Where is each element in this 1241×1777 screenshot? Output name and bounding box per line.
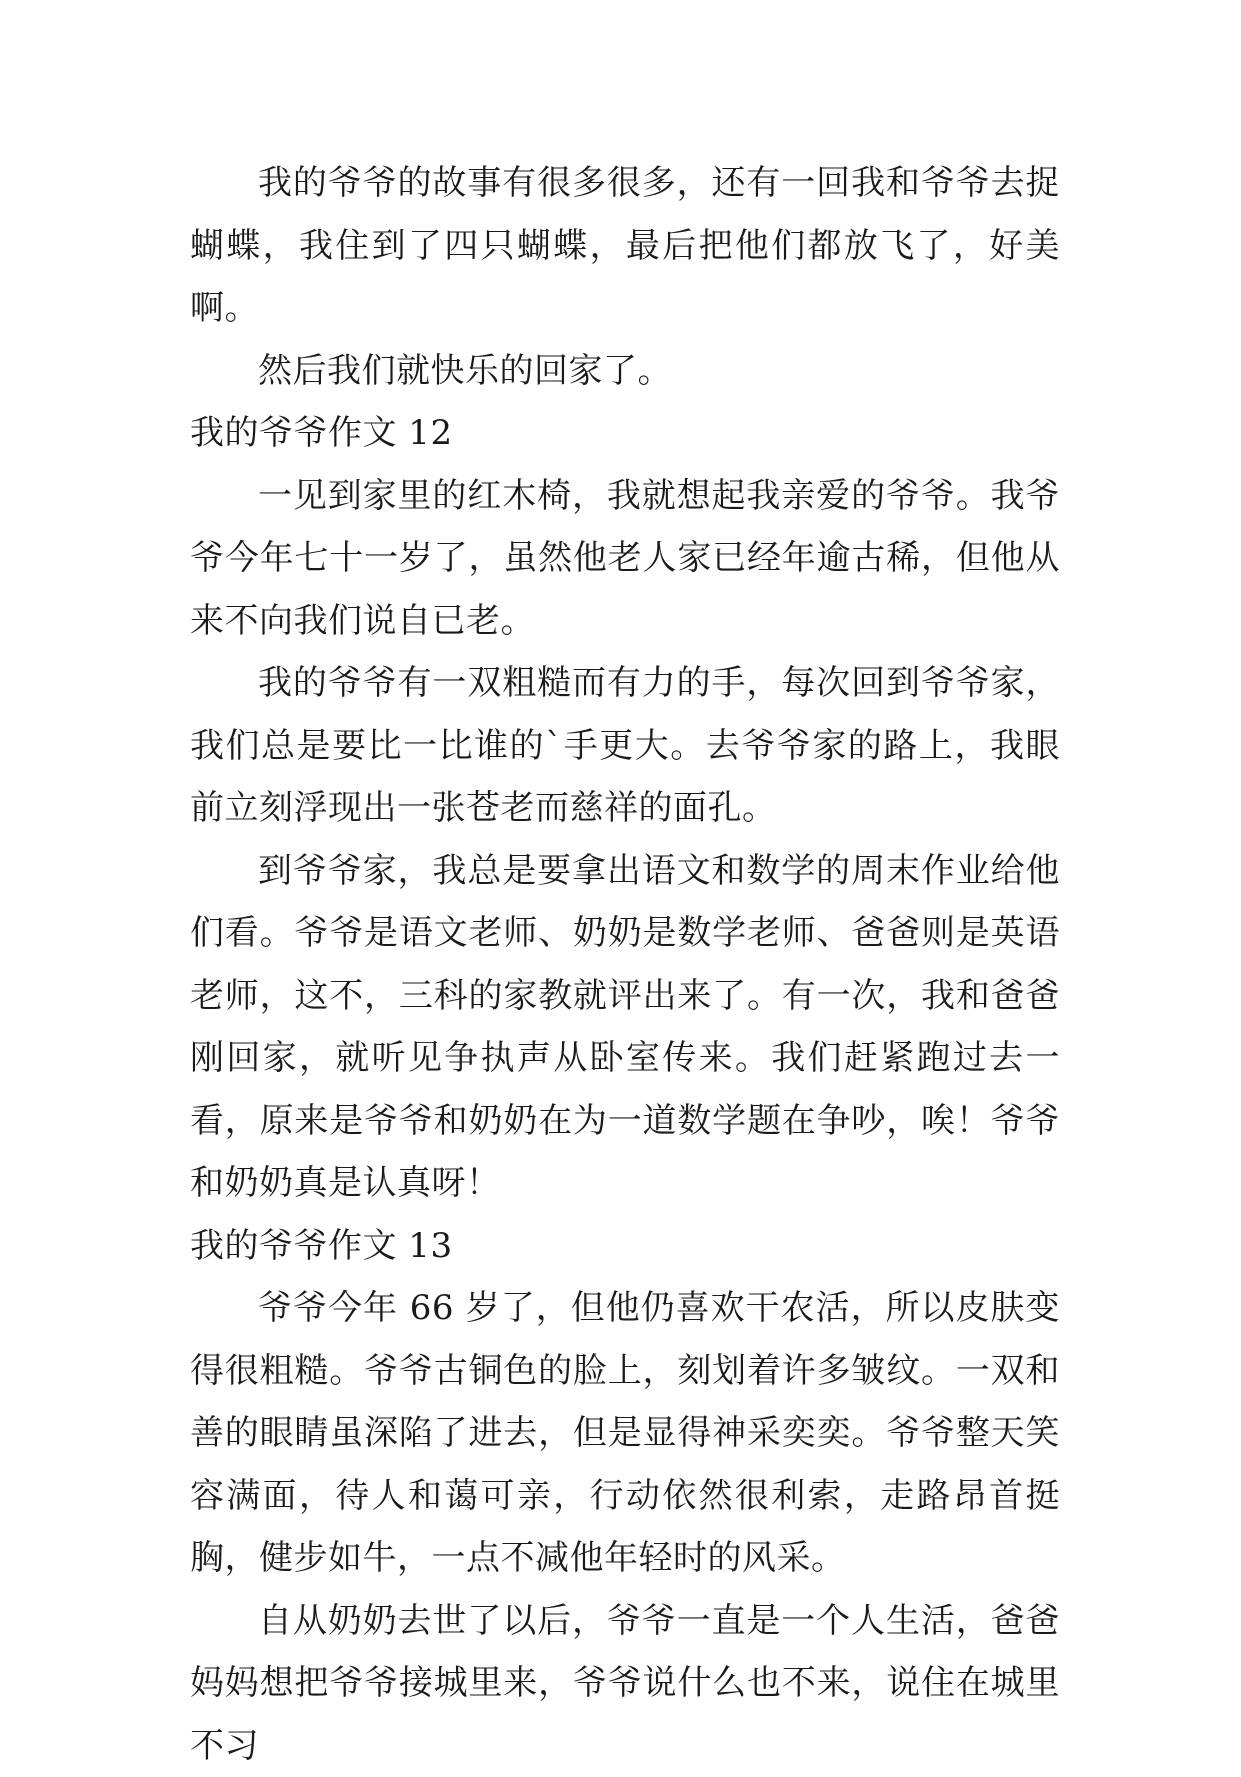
essay-title-13: 我的爷爷作文 13 bbox=[190, 1215, 1060, 1278]
paragraph-homework: 到爷爷家，我总是要拿出语文和数学的周末作业给他们看。爷爷是语文老师、奶奶是数学老师、爸爸则是英语老师，这不，三科的家教就评出来了。有一次，我和爸爸刚回家，就听见争执声从卧室传来。我们赶紧跑过去一看，原来是爷爷和奶奶在为一道数学题在争吵，唉！爷爷和奶奶真是认真呀！ bbox=[190, 840, 1060, 1215]
essay-title-12: 我的爷爷作文 12 bbox=[190, 402, 1060, 465]
paragraph-living-alone: 自从奶奶去世了以后，爷爷一直是一个人生活，爸爸妈妈想把爷爷接城里来，爷爷说什么也不来，说住在城里不习 bbox=[190, 1590, 1060, 1777]
paragraph-grandpa-appearance: 爷爷今年 66 岁了，但他仍喜欢干农活，所以皮肤变得很粗糙。爷爷古铜色的脸上，刻划着许多皱纹。一双和善的眼睛虽深陷了进去，但是显得神采奕奕。爷爷整天笑容满面，待人和蔼可亲，行动依然很利索，走路昂首挺胸，健步如牛，一点不减他年轻时的风采。 bbox=[190, 1277, 1060, 1590]
paragraph-rough-hands: 我的爷爷有一双粗糙而有力的手，每次回到爷爷家，我们总是要比一比谁的`手更大。去爷爷家的路上，我眼前立刻浮现出一张苍老而慈祥的面孔。 bbox=[190, 652, 1060, 840]
paragraph-redwood-chair: 一见到家里的红木椅，我就想起我亲爱的爷爷。我爷爷今年七十一岁了，虽然他老人家已经年逾古稀，但他从来不向我们说自已老。 bbox=[190, 465, 1060, 653]
paragraph-went-home: 然后我们就快乐的回家了。 bbox=[190, 340, 1060, 403]
document-body bbox=[190, 152, 1060, 1777]
paragraph-butterflies: 我的爷爷的故事有很多很多，还有一回我和爷爷去捉蝴蝶，我住到了四只蝴蝶，最后把他们都放飞了，好美啊。 bbox=[190, 152, 1060, 340]
